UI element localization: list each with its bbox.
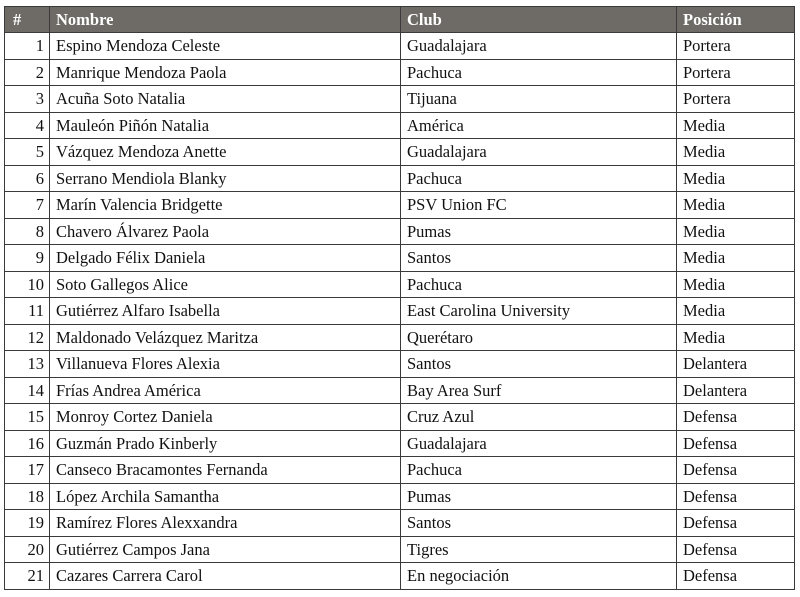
cell-position: Media (677, 218, 795, 245)
table-row (5, 457, 795, 484)
cell-club: América (401, 112, 677, 139)
table-row (5, 218, 795, 245)
cell-club: Guadalajara (401, 33, 677, 60)
table-row (5, 245, 795, 272)
table-row (5, 271, 795, 298)
cell-position: Media (677, 324, 795, 351)
table-row (5, 404, 795, 431)
cell-number: 5 (5, 139, 50, 166)
table-row (5, 510, 795, 537)
cell-number: 8 (5, 218, 50, 245)
table-row (5, 483, 795, 510)
roster-table (4, 6, 795, 590)
table-row (5, 563, 795, 590)
cell-position: Media (677, 165, 795, 192)
table-row (5, 351, 795, 378)
cell-number: 1 (5, 33, 50, 60)
cell-position: Media (677, 139, 795, 166)
cell-club: Santos (401, 510, 677, 537)
cell-name: Canseco Bracamontes Fernanda (50, 457, 401, 484)
cell-number: 16 (5, 430, 50, 457)
cell-club: Bay Area Surf (401, 377, 677, 404)
cell-club: Santos (401, 351, 677, 378)
cell-club: Santos (401, 245, 677, 272)
cell-number: 7 (5, 192, 50, 219)
cell-position: Media (677, 245, 795, 272)
table-row (5, 86, 795, 113)
cell-name: Soto Gallegos Alice (50, 271, 401, 298)
cell-name: Acuña Soto Natalia (50, 86, 401, 113)
cell-position: Defensa (677, 510, 795, 537)
cell-number: 14 (5, 377, 50, 404)
table-row (5, 33, 795, 60)
cell-position: Portera (677, 86, 795, 113)
cell-club: Tigres (401, 536, 677, 563)
cell-club: Tijuana (401, 86, 677, 113)
cell-number: 18 (5, 483, 50, 510)
cell-name: Marín Valencia Bridgette (50, 192, 401, 219)
cell-position: Portera (677, 33, 795, 60)
cell-position: Defensa (677, 457, 795, 484)
cell-number: 19 (5, 510, 50, 537)
table-row (5, 59, 795, 86)
cell-name: Gutiérrez Campos Jana (50, 536, 401, 563)
table-row (5, 298, 795, 325)
cell-position: Delantera (677, 377, 795, 404)
cell-name: Frías Andrea América (50, 377, 401, 404)
cell-name: Cazares Carrera Carol (50, 563, 401, 590)
table-row (5, 377, 795, 404)
cell-position: Delantera (677, 351, 795, 378)
cell-club: East Carolina University (401, 298, 677, 325)
table-row (5, 139, 795, 166)
cell-club: Pumas (401, 483, 677, 510)
header-name: Nombre (50, 7, 401, 33)
cell-number: 11 (5, 298, 50, 325)
cell-club: Guadalajara (401, 139, 677, 166)
cell-name: Mauleón Piñón Natalia (50, 112, 401, 139)
cell-name: Maldonado Velázquez Maritza (50, 324, 401, 351)
table-row (5, 112, 795, 139)
cell-position: Portera (677, 59, 795, 86)
cell-club: Pumas (401, 218, 677, 245)
cell-position: Defensa (677, 430, 795, 457)
cell-number: 12 (5, 324, 50, 351)
cell-position: Defensa (677, 404, 795, 431)
table-row (5, 430, 795, 457)
table-header (5, 7, 795, 33)
table-row (5, 192, 795, 219)
cell-name: Monroy Cortez Daniela (50, 404, 401, 431)
cell-name: Manrique Mendoza Paola (50, 59, 401, 86)
cell-name: Chavero Álvarez Paola (50, 218, 401, 245)
cell-name: López Archila Samantha (50, 483, 401, 510)
header-position: Posición (677, 7, 795, 33)
cell-number: 9 (5, 245, 50, 272)
cell-club: Pachuca (401, 271, 677, 298)
cell-club: Guadalajara (401, 430, 677, 457)
cell-name: Delgado Félix Daniela (50, 245, 401, 272)
cell-club: Pachuca (401, 59, 677, 86)
cell-number: 13 (5, 351, 50, 378)
cell-name: Espino Mendoza Celeste (50, 33, 401, 60)
cell-position: Media (677, 192, 795, 219)
cell-club: Querétaro (401, 324, 677, 351)
table-row (5, 536, 795, 563)
header-number: # (5, 7, 50, 33)
table-body (5, 33, 795, 590)
table-row (5, 165, 795, 192)
cell-name: Villanueva Flores Alexia (50, 351, 401, 378)
cell-position: Media (677, 298, 795, 325)
cell-position: Defensa (677, 536, 795, 563)
cell-name: Serrano Mendiola Blanky (50, 165, 401, 192)
cell-number: 21 (5, 563, 50, 590)
cell-number: 15 (5, 404, 50, 431)
cell-name: Gutiérrez Alfaro Isabella (50, 298, 401, 325)
cell-club: Pachuca (401, 165, 677, 192)
table-row (5, 324, 795, 351)
cell-number: 4 (5, 112, 50, 139)
cell-number: 10 (5, 271, 50, 298)
cell-number: 17 (5, 457, 50, 484)
header-club: Club (401, 7, 677, 33)
cell-number: 2 (5, 59, 50, 86)
cell-number: 6 (5, 165, 50, 192)
cell-club: Cruz Azul (401, 404, 677, 431)
cell-position: Defensa (677, 563, 795, 590)
cell-name: Vázquez Mendoza Anette (50, 139, 401, 166)
cell-position: Media (677, 271, 795, 298)
cell-club: En negociación (401, 563, 677, 590)
cell-club: Pachuca (401, 457, 677, 484)
cell-position: Defensa (677, 483, 795, 510)
cell-position: Media (677, 112, 795, 139)
cell-name: Ramírez Flores Alexxandra (50, 510, 401, 537)
cell-name: Guzmán Prado Kinberly (50, 430, 401, 457)
cell-club: PSV Union FC (401, 192, 677, 219)
cell-number: 20 (5, 536, 50, 563)
cell-number: 3 (5, 86, 50, 113)
header-row (5, 7, 795, 33)
